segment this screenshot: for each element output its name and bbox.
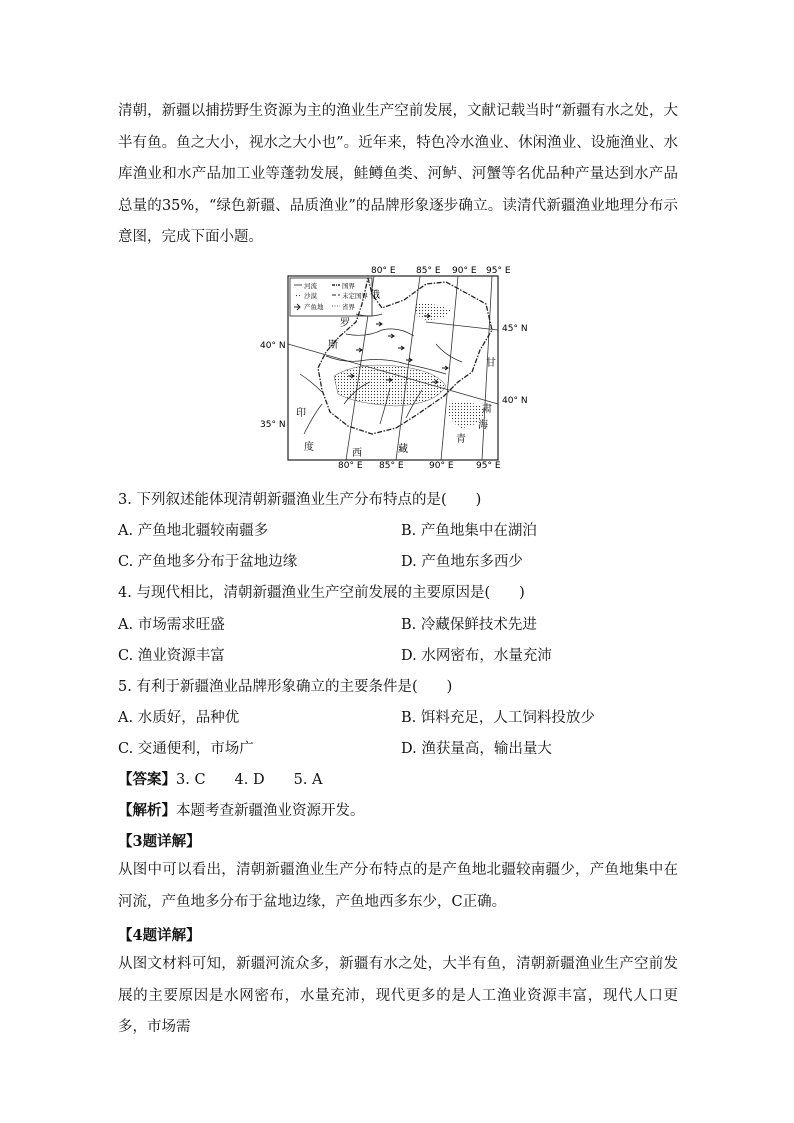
legend-national-border: 国界 (342, 282, 355, 290)
place-si: 斯 (328, 340, 338, 351)
place-hai: 海 (478, 420, 488, 431)
lon-bottom-90: 90° E (429, 461, 454, 471)
question-4-stem: 4. 与现代相比，清朝新疆渔业生产空前发展的主要原因是( ) (118, 585, 525, 601)
lat-40-left: 40° N (260, 341, 286, 351)
analysis-line (118, 799, 365, 820)
place-su: 肃 (482, 404, 492, 415)
lon-bottom-95: 95° E (476, 461, 501, 471)
q4-option-a: A. 市场需求旺盛 (118, 617, 225, 633)
lon-bottom-85: 85° E (379, 461, 404, 471)
lon-bottom-80: 80° E (338, 461, 363, 471)
detail-4-text: 从图文材料可知，新疆河流众多，新疆有水之处，大半有鱼，清朝新疆渔业生产空前发展的主要原因是水网密布，水量充沛，现代更多的是人工渔业资源丰富，现代人口更多，市场需 (118, 956, 678, 1035)
analysis-label: 【解析】 (118, 802, 176, 819)
q5-option-c: C. 交通便利，市场广 (118, 741, 254, 757)
answer-line (118, 768, 323, 789)
q4-option-d: D. 水网密布，水量充沛 (401, 648, 552, 664)
q5-option-a: A. 水质好，品种优 (118, 710, 240, 726)
intro-paragraph: 清朝，新疆以捕捞野生资源为主的渔业生产空前发展，文献记载当时“新疆有水之处，大半有鱼。鱼之大小，视水之大小也”。近年来，特色冷水渔业、休闲渔业、设施渔业、水库渔业和水产品加工业等蓬勃发展，鲑鳟鱼类、河鲈、河蟹等名优品种产量达到水产品总量的35%，“绿色新疆、品质渔业”的品牌形象逐步确立。读清代新疆渔业地理分布示意图，完成下面小题。 (118, 103, 678, 245)
legend-desert: 沙漠 (304, 292, 317, 300)
detail-3-text: 从图中可以看出，清朝新疆渔业生产分布特点的是产鱼地北疆较南疆少，产鱼地集中在河流，产鱼地多分布于盆地边缘，产鱼地西多东少，C正确。 (118, 862, 678, 910)
place-luo: 罗 (340, 318, 350, 329)
lon-top-80: 80° E (371, 266, 396, 276)
legend-provincial-border: 省界 (342, 303, 355, 311)
q4-option-b: B. 冷藏保鲜技术先进 (401, 617, 537, 633)
q3-option-a: A. 产鱼地北疆较南疆多 (118, 523, 269, 539)
question-5-stem: 5. 有利于新疆渔业品牌形象确立的主要条件是( ) (118, 679, 453, 695)
lat-35-left: 35° N (260, 420, 286, 430)
question-3-stem: 3. 下列叙述能体现清朝新疆渔业生产分布特点的是( ) (118, 492, 482, 508)
detail-3-label: 【3题详解】 (118, 833, 201, 850)
lat-45-right: 45° N (502, 324, 528, 334)
map-legend (290, 278, 372, 316)
lon-top-90: 90° E (452, 266, 477, 276)
lon-top-85: 85° E (416, 266, 441, 276)
answer-label: 【答案】 (118, 771, 176, 788)
place-e: 俄 (370, 290, 380, 301)
q3-option-d: D. 产鱼地东多西少 (401, 554, 523, 570)
place-zang: 藏 (398, 444, 408, 455)
q5-option-b: B. 饵料充足，人工饲料投放少 (401, 710, 595, 726)
q5-option-d: D. 渔获量高，输出量大 (401, 741, 552, 757)
place-qing: 青 (456, 434, 466, 445)
place-gan: 甘 (486, 358, 496, 369)
place-xi: 西 (352, 448, 362, 459)
q3-option-c: C. 产鱼地多分布于盆地边缘 (118, 554, 298, 570)
legend-river: 河流 (304, 282, 317, 290)
place-yin: 印 (296, 408, 306, 419)
detail-4-label: 【4题详解】 (118, 927, 201, 944)
legend-fishing-site: 产鱼地 (304, 303, 324, 311)
analysis-text: 本题考查新疆渔业资源开发。 (176, 803, 365, 819)
xinjiang-fishery-map (260, 264, 528, 471)
q4-option-c: C. 渔业资源丰富 (118, 648, 225, 664)
answer-text: 3. C 4. D 5. A (176, 772, 323, 788)
place-du: 度 (304, 442, 314, 453)
legend-undetermined-border: 未定国界 (342, 292, 368, 300)
lat-40-right: 40° N (502, 396, 528, 406)
q3-option-b: B. 产鱼地集中在湖泊 (401, 523, 537, 539)
lon-top-95: 95° E (486, 266, 511, 276)
